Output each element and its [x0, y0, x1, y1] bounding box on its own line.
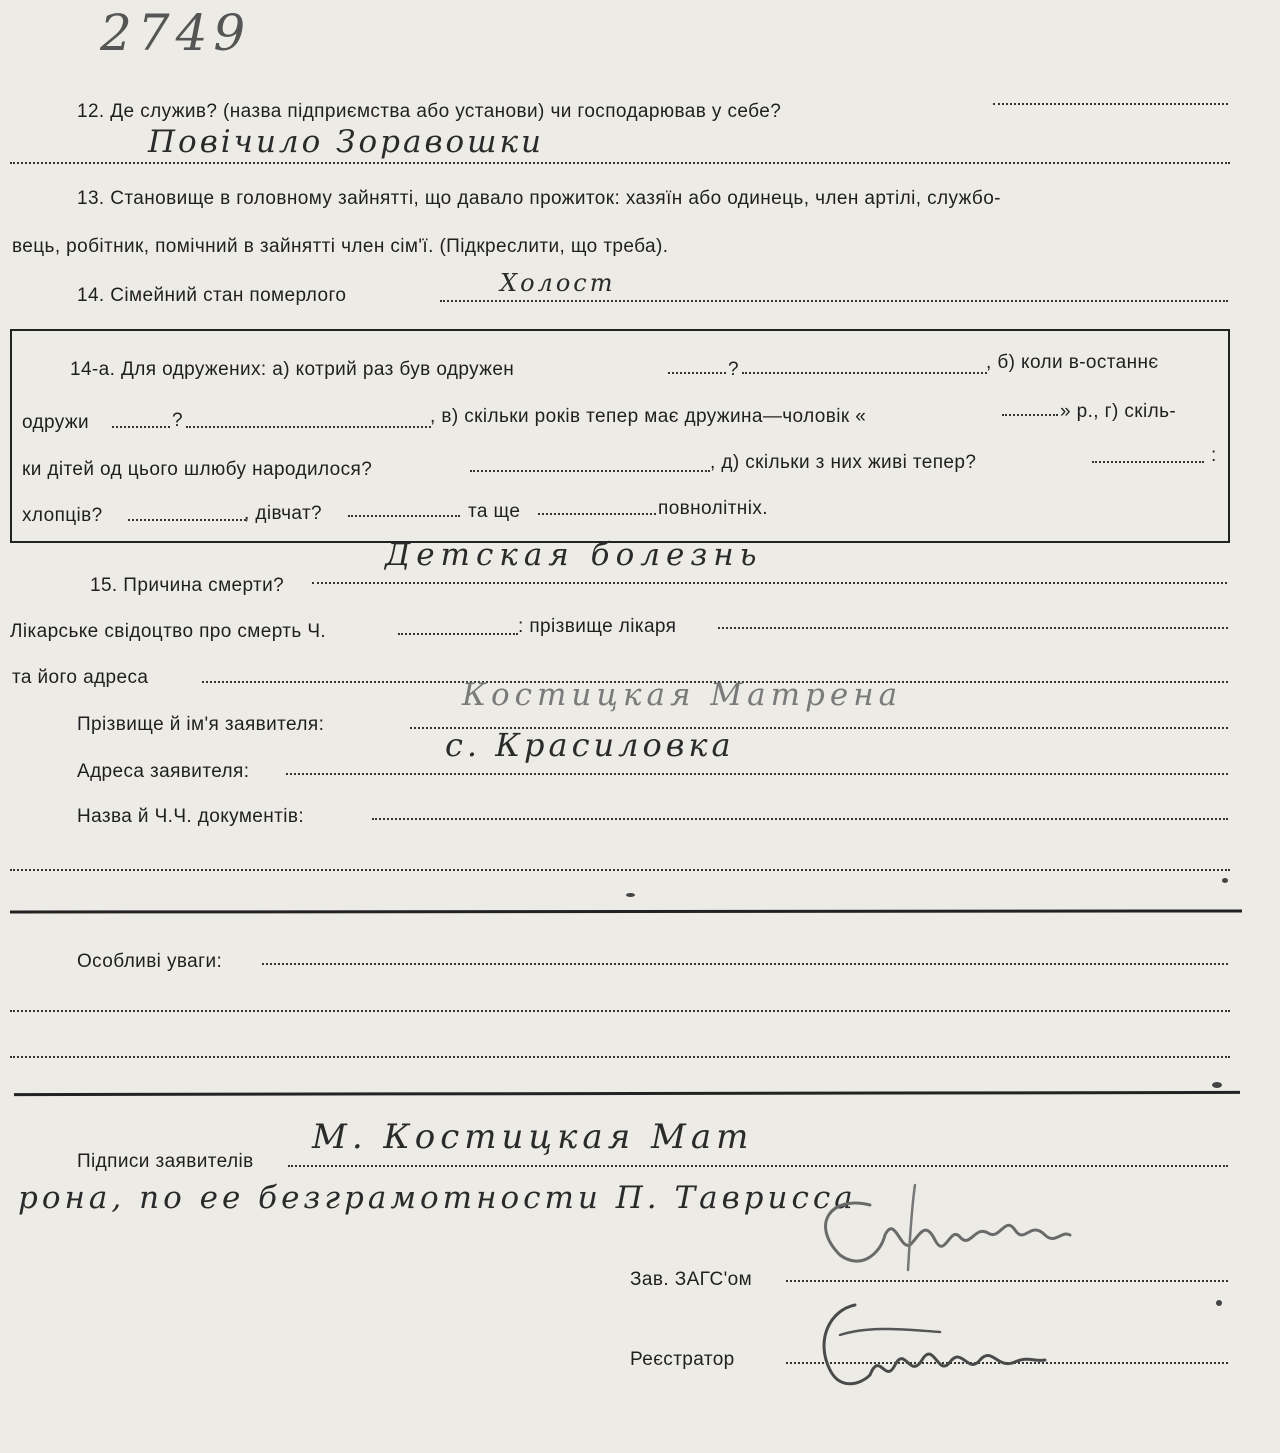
doctor-name-dotted: [718, 627, 1228, 629]
documents-label: Назва й Ч.Ч. документів:: [77, 806, 305, 827]
q14-marital-status-answer: Холост: [500, 269, 616, 297]
q14a-qmark-married-date: ?: [172, 410, 183, 431]
q14a-label-children-born: ки дітей од цього шлюбу народилося?: [22, 459, 373, 480]
q14a-dotted-which-marriage-2: [742, 372, 987, 374]
scan-speck: [626, 893, 635, 897]
documents-dotted-2: [10, 869, 1230, 871]
q14a-label-spouse-age: , в) скільки років тепер має дружина—чоловік «: [430, 406, 867, 427]
declarant-address-dotted: [286, 773, 1228, 775]
q14a-label-children-alive: , д) скільки з них живі тепер?: [710, 452, 977, 473]
doctor-certificate-label: Лікарське свідоцтво про смерть Ч.: [10, 621, 327, 642]
declarants-signatures-dotted: [288, 1165, 1228, 1167]
q14a-dotted-boys: [128, 519, 246, 521]
q14a-qmark-which-marriage: ?: [728, 359, 739, 380]
registrar-label: Реєстратор: [630, 1349, 735, 1370]
scan-speck: [1212, 1082, 1222, 1088]
q14a-label-adults: повнолітніх.: [658, 498, 768, 519]
doctor-address-label: та його адреса: [12, 667, 149, 688]
remarks-dotted-3: [10, 1056, 1230, 1058]
q14-marital-status-label: 14. Сімейний стан померлого: [77, 285, 347, 306]
remarks-label: Особливі уваги:: [77, 951, 223, 972]
q14-dotted-line: [440, 300, 1228, 302]
q15-cause-of-death-label: 15. Причина смерти?: [90, 575, 285, 596]
archive-reference-number: 2749: [100, 4, 252, 62]
q15-dotted-line: [312, 582, 1227, 584]
q15-cause-of-death-answer: Детская болезнь: [385, 537, 763, 573]
q14a-label-also: та ще: [468, 501, 521, 522]
scan-speck: [1222, 878, 1228, 883]
remarks-dotted-2: [10, 1010, 1230, 1012]
q14a-dotted-married-date: [112, 426, 170, 428]
q12-dotted-line-1: [993, 103, 1228, 105]
scan-speck: [1216, 1300, 1222, 1306]
declarant-address-answer: с. Красиловка: [445, 726, 735, 764]
q14a-dotted-children-born: [470, 470, 710, 472]
registry-head-label: Зав. ЗАГС'ом: [630, 1269, 753, 1290]
q14a-dotted-which-marriage: [668, 372, 726, 374]
q14a-colon-children-alive: :: [1211, 445, 1217, 466]
q12-dotted-line-2: [10, 162, 1230, 164]
declarants-signatures-label: Підписи заявителів: [77, 1151, 254, 1172]
q12-workplace-answer: Повічило Зоравошки: [148, 124, 545, 160]
documents-dotted-1: [372, 818, 1228, 820]
q14a-label-which-marriage: 14-а. Для одружених: а) котрий раз був одружен: [70, 359, 515, 380]
declarant-name-answer: Костицкая Матрена: [462, 677, 903, 713]
q14a-label-last-married: , б) коли в-останнє: [986, 352, 1159, 373]
declarant-name-label: Прізвище й ім'я заявителя:: [77, 714, 325, 735]
remarks-dotted-1: [262, 963, 1228, 965]
q14a-label-girls: , дівчат?: [244, 503, 323, 524]
registrar-signature: [800, 1290, 1060, 1410]
q12-workplace-label: 12. Де служив? (назва підприємства або установи) чи господарював у себе?: [77, 101, 782, 122]
section-divider-2: [14, 1091, 1240, 1096]
declarants-signature-line-1: М. Костицкая Мат: [312, 1117, 754, 1157]
q14a-label-boys: хлопців?: [22, 505, 103, 526]
q13-occupation-status-line-2: вець, робітник, помічний в зайнятті член сім'ї. (Підкреслити, що треба).: [12, 236, 669, 257]
doctor-certificate-dotted: [398, 633, 518, 635]
q14a-label-spouse-age-unit: » р., г) скіль-: [1060, 401, 1177, 422]
registry-head-signature: [800, 1175, 1120, 1295]
section-divider-1: [10, 909, 1242, 913]
declarants-signature-line-2: рона, по ее безграмотности П. Таврисса: [18, 1180, 857, 1216]
q14a-dotted-girls: [348, 515, 460, 517]
q14a-dotted-adults: [538, 513, 656, 515]
declarant-address-label: Адреса заявителя:: [77, 761, 250, 782]
q14a-label-married: одружи: [22, 412, 90, 433]
q14a-dotted-married-date-2: [186, 426, 431, 428]
q13-occupation-status-line-1: 13. Становище в головному зайнятті, що давало прожиток: хазяїн або одинець, член артілі, службо-: [77, 188, 1001, 209]
q14a-dotted-spouse-age: [1002, 414, 1058, 416]
doctor-name-label: : прізвище лікаря: [518, 616, 677, 637]
q14a-dotted-children-alive: [1092, 461, 1204, 463]
